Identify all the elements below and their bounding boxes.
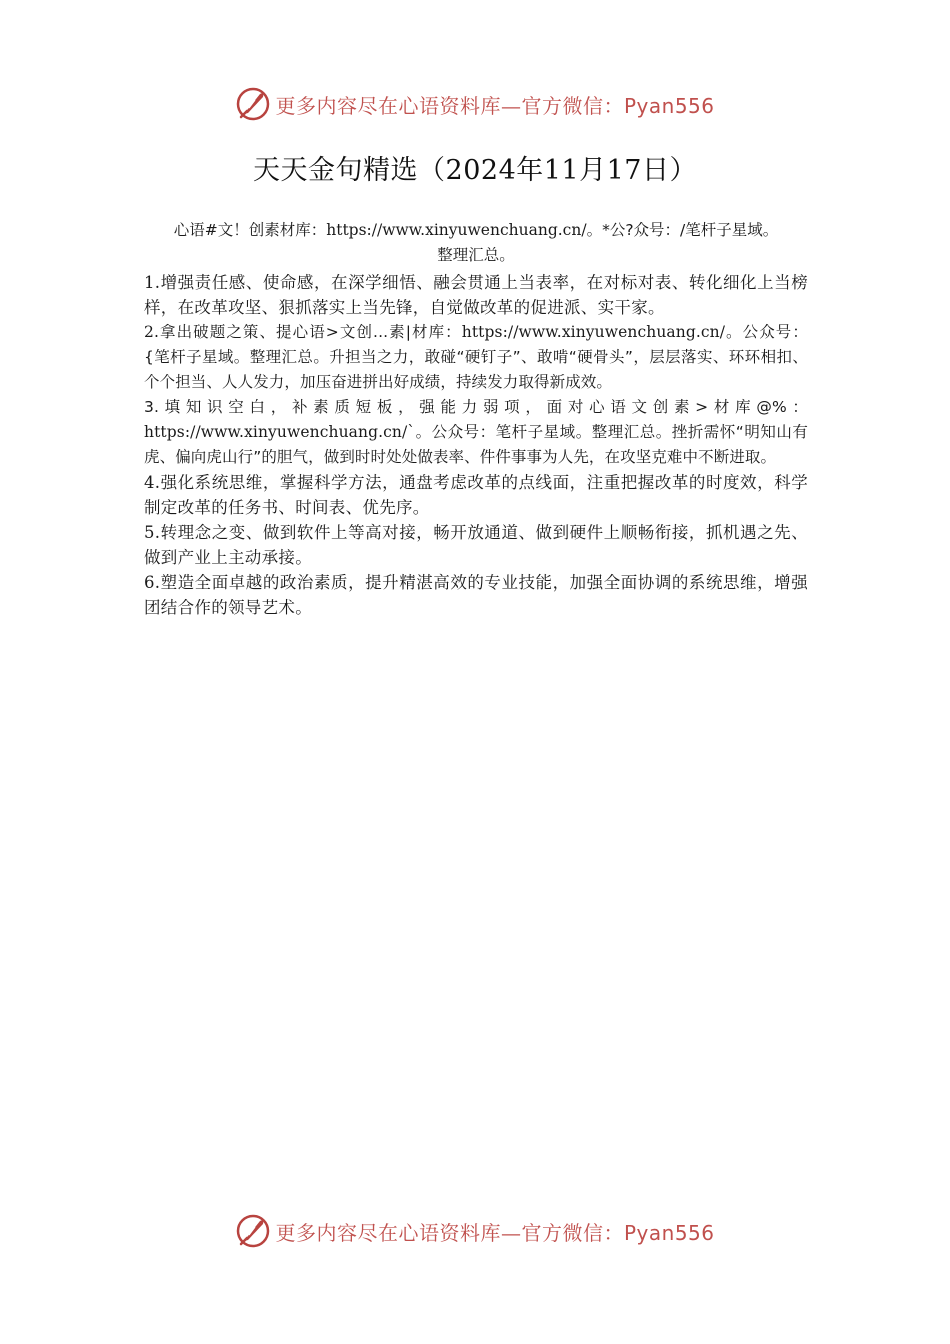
document-body: [144, 218, 808, 620]
watermark-text: 更多内容尽在心语资料库—官方微信：Pyan556: [275, 1220, 715, 1245]
quote-item-4: 4.强化系统思维，掌握科学方法，通盘考虑改革的点线面，注重把握改革的时度效，科学制定改革的任务书、时间表、优先序。: [144, 473, 808, 517]
quote-item-2: 2.拿出破题之策、提心语>文创...素|材库：https://www.xinyuwenchuang.cn/。公众号：{笔杆子星域。整理汇总。升担当之力，敢碰“硬钉子”、敢啃“硬骨头”，层层落实、环环相扣、个个担当、人人发力，加压奋进拼出好成绩，持续发力取得新成效。: [144, 323, 808, 391]
item-2-url: https://www.xinyuwenchuang.cn/: [461, 323, 726, 341]
quote-item-5: 5.转理念之变、做到软件上等高对接，畅开放通道、做到硬件上顺畅衔接，抓机遇之先、做到产业上主动承接。: [144, 523, 808, 567]
watermark-banner-bottom: [0, 1209, 950, 1253]
source-url: https://www.xinyuwenchuang.cn/: [326, 221, 587, 239]
wechat-id: Pyan556: [623, 1220, 715, 1245]
quote-item-6: 6.塑造全面卓越的政治素质，提升精湛高效的专业技能，加强全面协调的系统思维，增强团结合作的领导艺术。: [144, 573, 808, 617]
wechat-id: Pyan556: [623, 93, 715, 118]
watermark-text: 更多内容尽在心语资料库—官方微信：Pyan556: [275, 93, 715, 118]
quote-item-1: 1.增强责任感、使命感，在深学细悟、融会贯通上当表率，在对标对表、转化细化上当榜样，在改革攻坚、狠抓落实上当先锋，自觉做改革的促进派、实干家。: [144, 273, 808, 317]
quill-logo-icon: [235, 86, 271, 122]
watermark-banner-top: [0, 82, 950, 126]
item-3-url: https://www.xinyuwenchuang.cn/`: [144, 423, 416, 441]
quote-item-3: 3.填知识空白，补素质短板，强能力弱项，面对心语文创素>材库@%：https://www.xinyuwenchuang.cn/`。公众号：笔杆子星域。整理汇总。挫折需怀“明知山有虎、偏向虎山行”的胆气，做到时时处处做表率、件件事事为人先，在攻坚克难中不断进取。: [144, 398, 808, 466]
quill-logo-icon: [235, 1213, 271, 1249]
source-line: 心语#文！创素材库：https://www.xinyuwenchuang.cn/。*公?众号：/笔杆子星域。 整理汇总。: [173, 221, 779, 264]
page-title: 天天金句精选（2024年11月17日）: [253, 155, 697, 186]
